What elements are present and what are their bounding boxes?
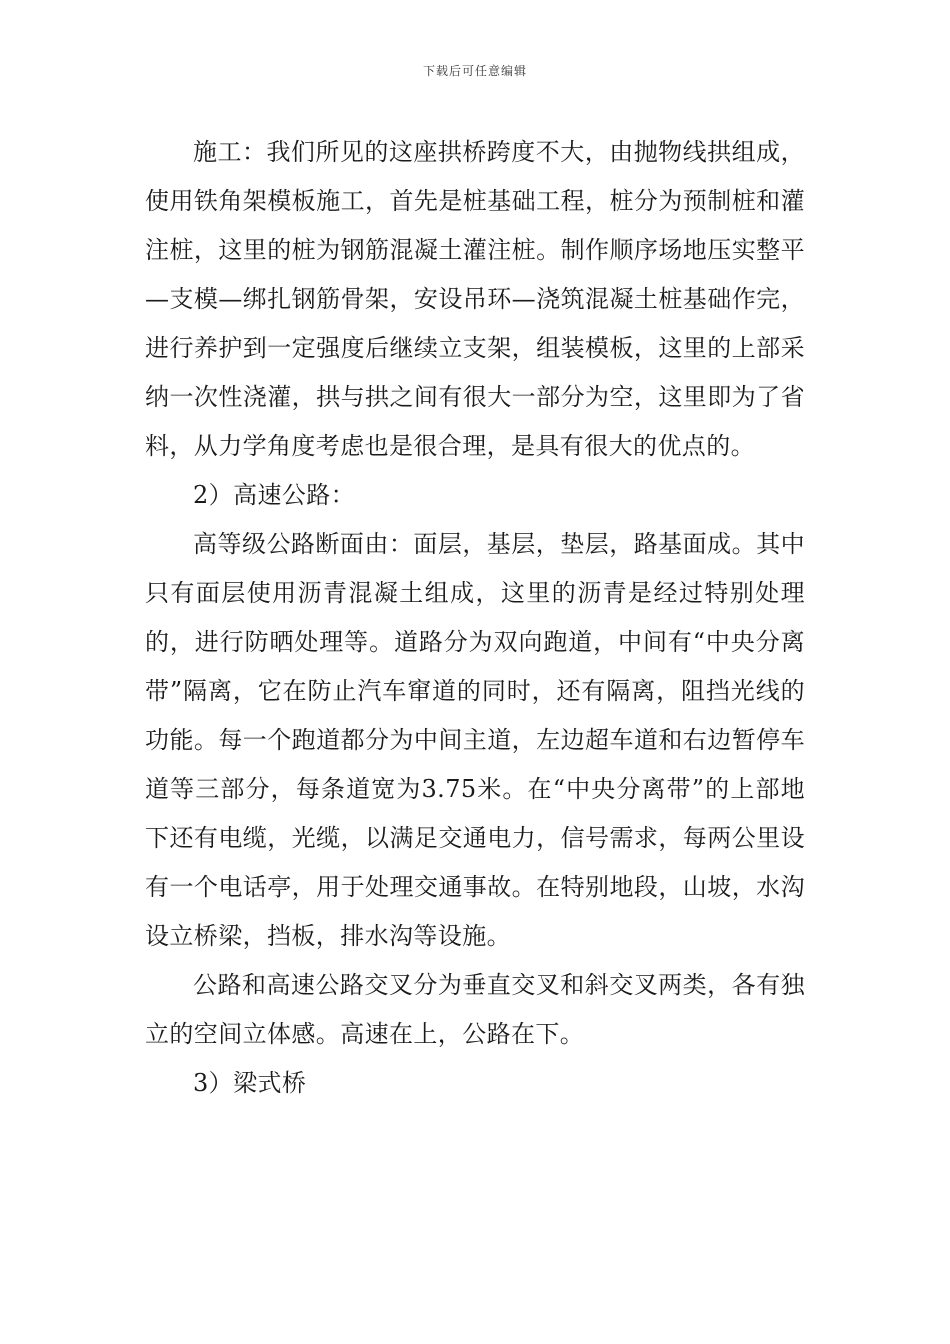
paragraph-construction: 施工：我们所见的这座拱桥跨度不大，由抛物线拱组成，使用铁角架模板施工，首先是桩基础工程，桩分为预制桩和灌注桩，这里的桩为钢筋混凝土灌注桩。制作顺序场地压实整平—支模—绑扎钢筋骨架，安设吊环—浇筑混凝土桩基础作完，进行养护到一定强度后继续立支架，组装模板，这里的上部采纳一次性浇灌，拱与拱之间有很大一部分为空，这里即为了省料，从力学角度考虑也是很合理，是具有很大的优点的。	[145, 138, 805, 460]
section-heading-highway: 2）高速公路：	[193, 481, 356, 509]
page-header: 下载后可任意编辑	[422, 64, 527, 78]
document-body	[145, 128, 805, 1108]
paragraph-intersection: 公路和高速公路交叉分为垂直交叉和斜交叉两类，各有独立的空间立体感。高速在上，公路在下。	[145, 971, 805, 1048]
paragraph-highway: 高等级公路断面由：面层，基层，垫层，路基面成。其中只有面层使用沥青混凝土组成，这里的沥青是经过特别处理的，进行防晒处理等。道路分为双向跑道，中间有“中央分离带”隔离，它在防止汽车窜道的同时，还有隔离，阻挡光线的功能。每一个跑道都分为中间主道，左边超车道和右边暂停车道等三部分，每条道宽为3.75米。在“中央分离带”的上部地下还有电缆，光缆，以满足交通电力，信号需求，每两公里设有一个电话亭，用于处理交通事故。在特别地段，山坡，水沟设立桥梁，挡板，排水沟等设施。	[145, 530, 805, 950]
section-heading-beam-bridge: 3）梁式桥	[193, 1069, 307, 1097]
